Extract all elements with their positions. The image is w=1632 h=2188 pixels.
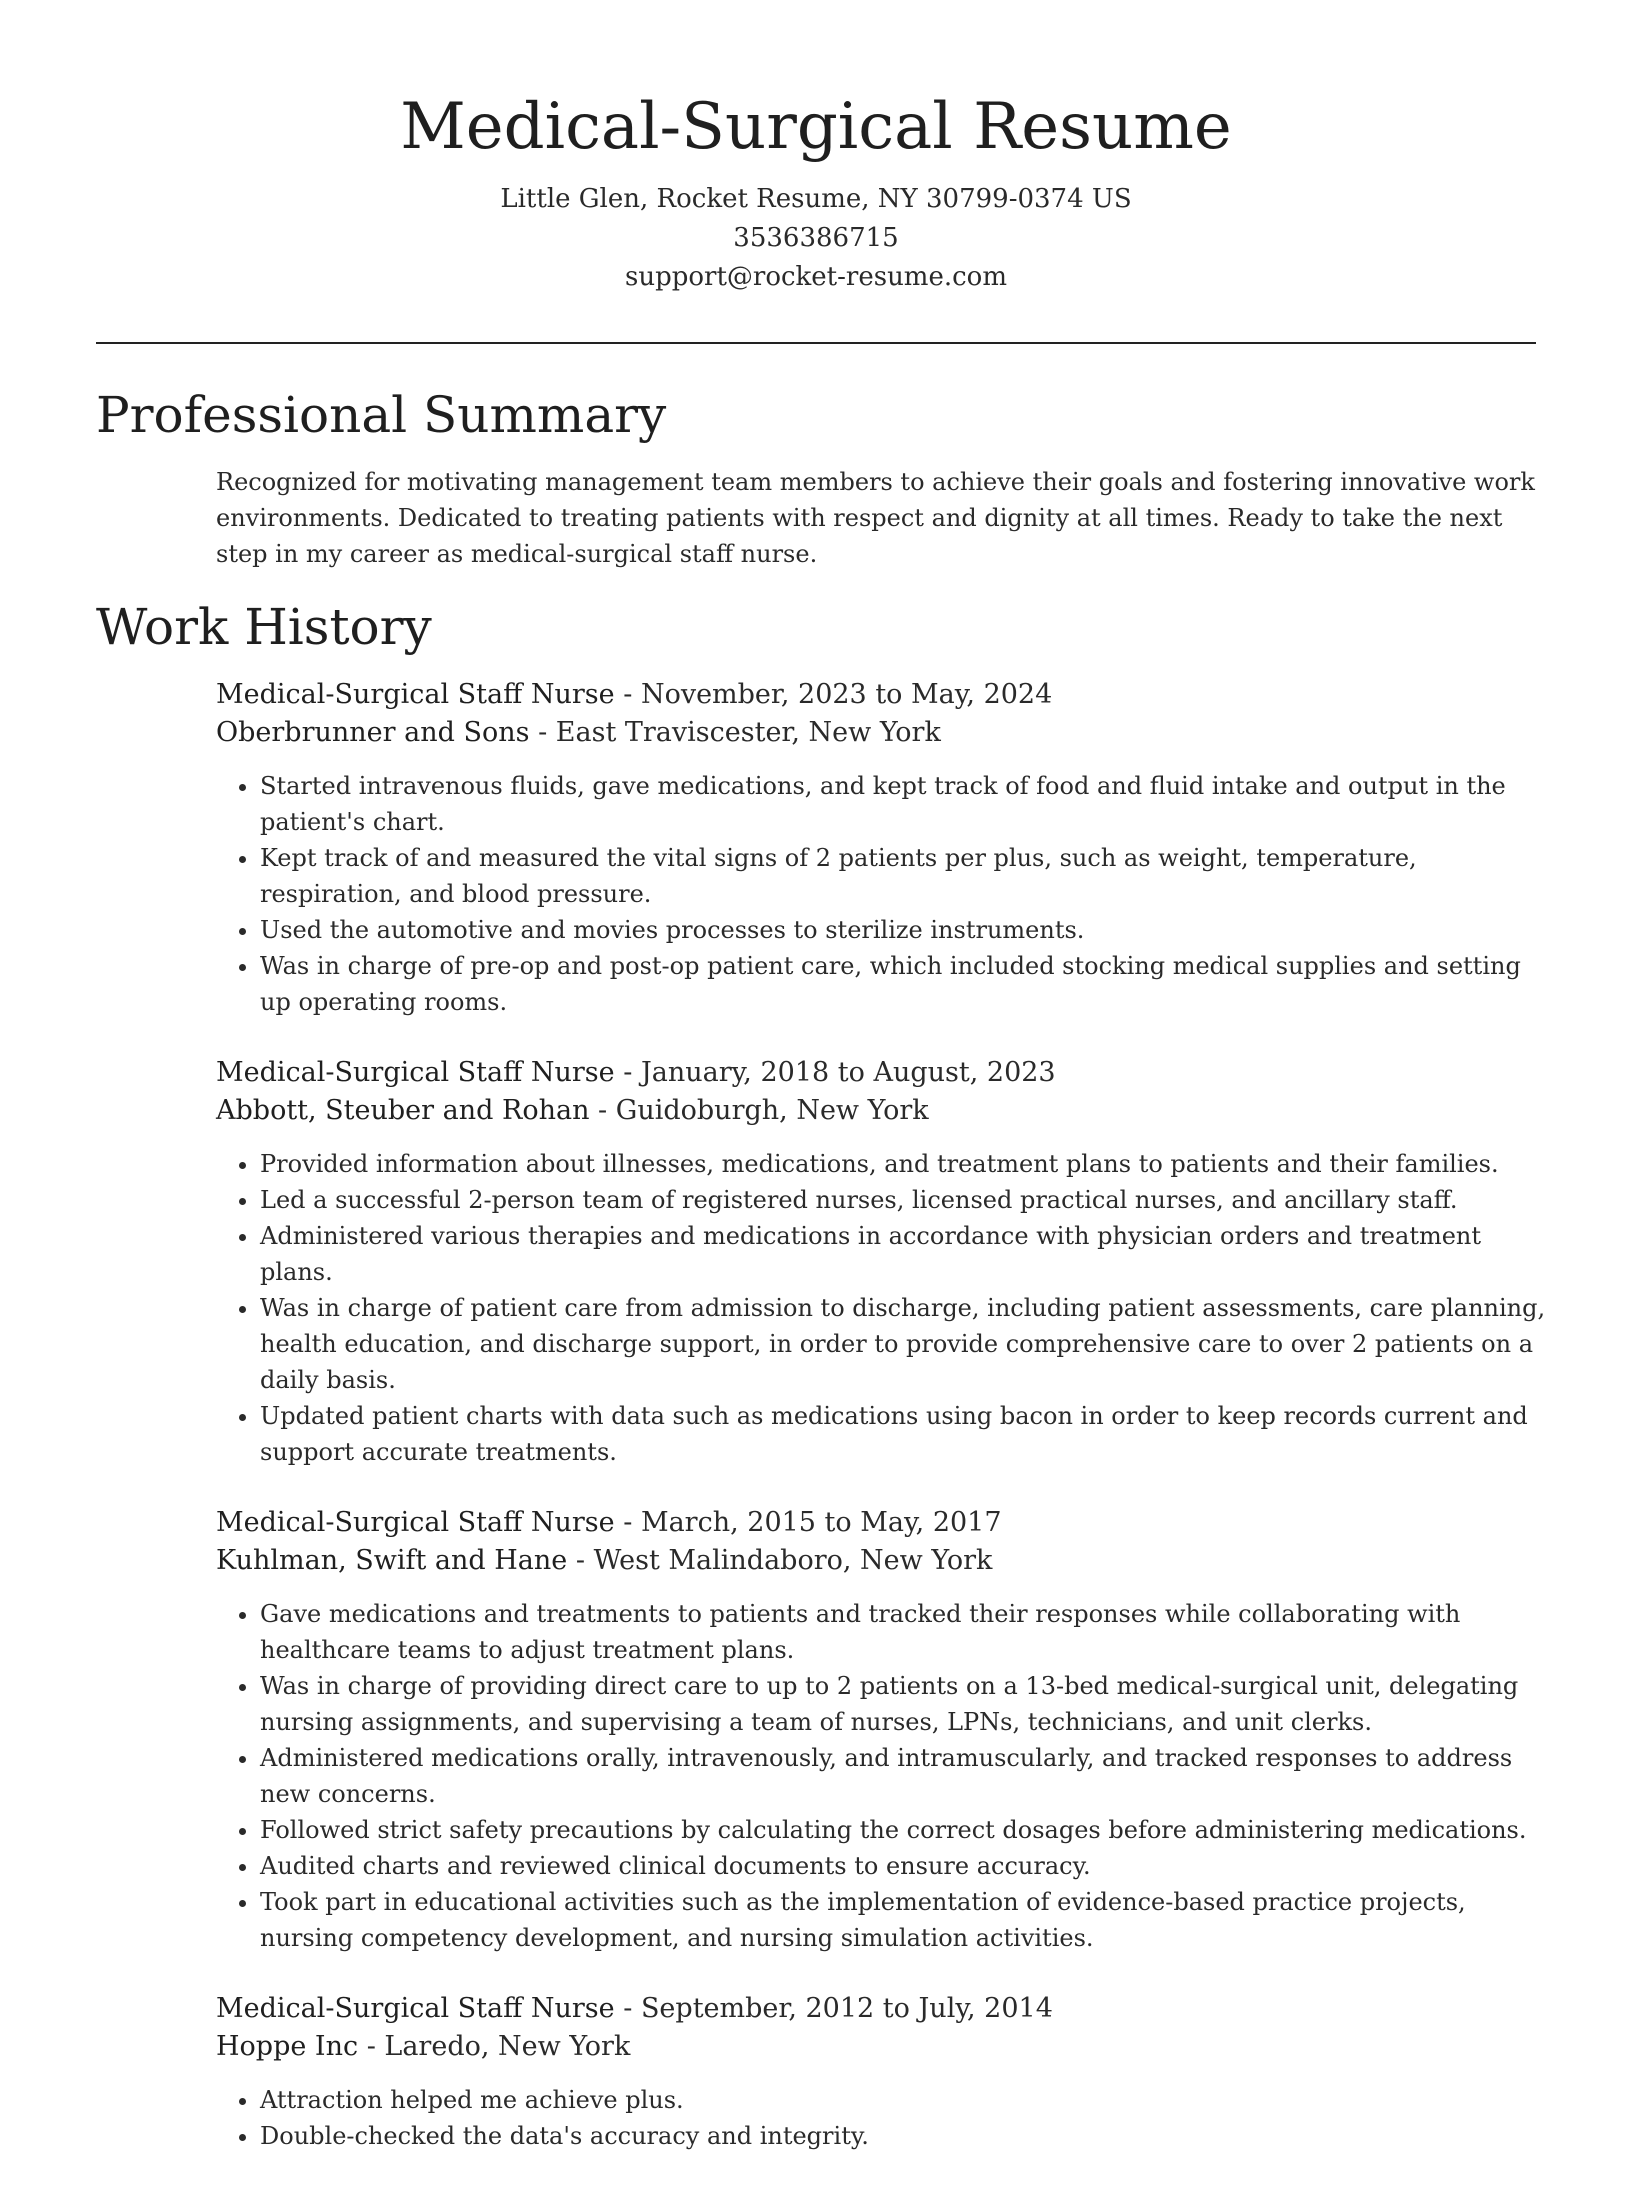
job-bullets [216, 1146, 1546, 1470]
job-location: Guidoburgh, New York [615, 1095, 929, 1126]
job-bullet: • Led a successful 2-person team of registered nurses, licensed practical nurses, and ancillary staff. [260, 1182, 1546, 1218]
job-bullet: • Double-checked the data's accuracy and integrity. [260, 2118, 1546, 2154]
job-title: Medical-Surgical Staff Nurse [216, 1507, 615, 1538]
separator: - [614, 1507, 641, 1538]
contact-phone: 3536386715 [733, 223, 899, 253]
job-bullets [216, 1596, 1546, 1956]
job-company-line [216, 2028, 1546, 2066]
job-bullet: • Was in charge of providing direct care to up to 2 patients on a 13-bed medical-surgical unit, delegating nursing assignments, and supervising a team of nurses, LPNs, technicians, and unit clerks. [260, 1668, 1546, 1740]
summary-heading: Professional Summary [96, 386, 667, 444]
job-bullet: • Provided information about illnesses, medications, and treatment plans to patients and their families. [260, 1146, 1546, 1182]
job-company: Hoppe Inc [216, 2031, 359, 2062]
job-bullet: • Started intravenous fluids, gave medications, and kept track of food and fluid intake and output in the patient's chart. [260, 768, 1546, 840]
job-location: East Traviscester, New York [555, 717, 941, 748]
job-bullet: • Gave medications and treatments to patients and tracked their responses while collaborating with healthcare teams to adjust treatment plans. [260, 1596, 1546, 1668]
job-entry [216, 1504, 1546, 1956]
work-history-heading: Work History [96, 598, 432, 656]
separator: - [567, 1545, 594, 1576]
contact-address: Little Glen, Rocket Resume, NY 30799-0374 US [500, 184, 1132, 214]
job-bullet: • Used the automotive and movies processes to sterilize instruments. [260, 912, 1546, 948]
job-title-line [216, 1054, 1546, 1092]
job-company-line [216, 1092, 1546, 1130]
job-bullet: • Kept track of and measured the vital signs of 2 patients per plus, such as weight, temperature, respiration, and blood pressure. [260, 840, 1546, 912]
job-bullet: • Administered medications orally, intravenously, and intramuscularly, and tracked responses to address new concerns. [260, 1740, 1546, 1812]
job-title-line [216, 676, 1546, 714]
job-bullet: • Followed strict safety precautions by calculating the correct dosages before administering medications. [260, 1812, 1546, 1848]
summary-text: Recognized for motivating management team members to achieve their goals and fostering innovative work environments. Dedicated to treating patients with respect and dignity at all times. Ready to take the next step in my career as medical-surgical staff nurse. [216, 468, 1535, 568]
contact-block [0, 180, 1632, 297]
job-bullet: • Was in charge of pre-op and post-op patient care, which included stocking medical supplies and setting up operating rooms. [260, 948, 1546, 1020]
job-bullets [216, 2082, 1546, 2154]
separator: - [614, 1057, 641, 1088]
job-title: Medical-Surgical Staff Nurse [216, 1993, 615, 2024]
job-location: Laredo, New York [384, 2031, 631, 2062]
work-history-list [216, 676, 1546, 2188]
job-title-line [216, 1504, 1546, 1542]
job-bullet: • Administered various therapies and medications in accordance with physician orders and treatment plans. [260, 1218, 1546, 1290]
separator: - [614, 679, 641, 710]
job-location: West Malindaboro, New York [593, 1545, 993, 1576]
job-company: Abbott, Steuber and Rohan [216, 1095, 590, 1126]
header-divider [96, 342, 1536, 344]
job-bullet: • Took part in educational activities such as the implementation of evidence-based practice projects, nursing competency development, and nursing simulation activities. [260, 1884, 1546, 1956]
separator: - [358, 2031, 385, 2062]
separator: - [614, 1993, 641, 2024]
job-title: Medical-Surgical Staff Nurse [216, 1057, 615, 1088]
job-company: Oberbrunner and Sons [216, 717, 530, 748]
job-dates: November, 2023 to May, 2024 [640, 679, 1053, 710]
job-dates: January, 2018 to August, 2023 [640, 1057, 1056, 1088]
job-title-line [216, 1990, 1546, 2028]
job-bullets [216, 768, 1546, 1020]
job-company-line [216, 1542, 1546, 1580]
contact-email: support@rocket-resume.com [624, 262, 1007, 292]
job-entry [216, 1990, 1546, 2154]
separator: - [529, 717, 556, 748]
job-bullet: • Attraction helped me achieve plus. [260, 2082, 1546, 2118]
resume-header [0, 0, 1632, 297]
job-bullet: • Audited charts and reviewed clinical documents to ensure accuracy. [260, 1848, 1546, 1884]
job-company: Kuhlman, Swift and Hane [216, 1545, 568, 1576]
job-dates: September, 2012 to July, 2014 [640, 1993, 1053, 2024]
job-bullet: • Updated patient charts with data such as medications using bacon in order to keep records current and support accurate treatments. [260, 1398, 1546, 1470]
job-entry [216, 676, 1546, 1020]
job-dates: March, 2015 to May, 2017 [640, 1507, 1002, 1538]
job-company-line [216, 714, 1546, 752]
resume-name: Medical-Surgical Resume [400, 90, 1232, 164]
job-bullet: • Was in charge of patient care from admission to discharge, including patient assessments, care planning, health education, and discharge support, in order to provide comprehensive care to over 2 patients on a daily basis. [260, 1290, 1546, 1398]
job-entry [216, 1054, 1546, 1470]
job-title: Medical-Surgical Staff Nurse [216, 679, 615, 710]
separator: - [589, 1095, 616, 1126]
